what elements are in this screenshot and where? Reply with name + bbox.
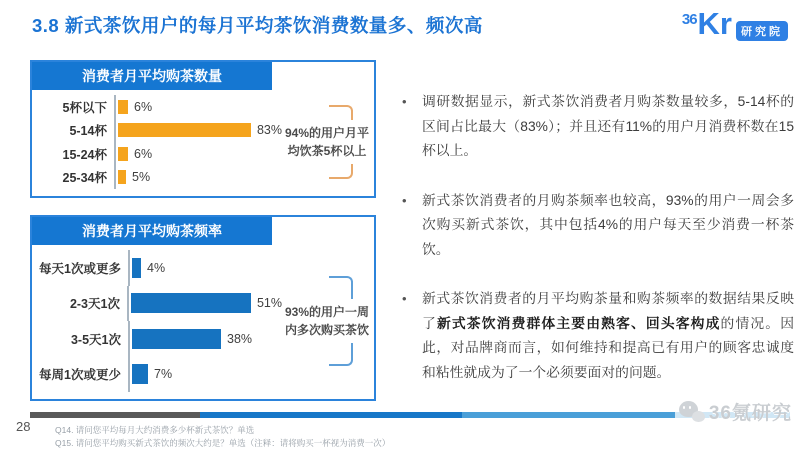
category-label: 3-5天1次 bbox=[70, 332, 121, 347]
bracket-top bbox=[329, 276, 353, 299]
chart-rows bbox=[34, 95, 282, 189]
chart-row bbox=[34, 250, 282, 286]
chart-row bbox=[34, 166, 282, 190]
bar bbox=[118, 147, 128, 161]
category-label: 5-14杯 bbox=[69, 124, 107, 139]
footnote-q15: Q15. 请问您平均购买新式茶饮的频次大约是？单选（注释：请将购买一杯视为消费一次） bbox=[55, 438, 391, 449]
value-label: 83% bbox=[256, 123, 282, 138]
bullet-text: 调研数据显示，新式茶饮消费者月购茶数量较多，5-14杯的区间占比最大（83%）；并且还有11%的用户月消费杯数在15杯以上。 bbox=[422, 94, 794, 159]
bar bbox=[118, 100, 128, 114]
wechat-icon bbox=[679, 401, 705, 422]
footer-segment-blue bbox=[200, 412, 462, 418]
commentary-panel bbox=[402, 90, 794, 410]
chart-row bbox=[34, 119, 282, 143]
logo-kr: Kr bbox=[697, 6, 732, 41]
category-label: 每天1次或更多 bbox=[39, 261, 121, 276]
bullet-text: 新式茶饮消费者的月平均购茶量和购茶频率的数据结果反映了新式茶饮消费群体主要由熟客、回头客构成的情况。因此，对品牌商而言，如何维持和提高已有用户的顾客忠诚度和粘性就成为了一个必须要面对的问题。 bbox=[422, 291, 795, 380]
bar bbox=[132, 329, 221, 349]
category-label: 5杯以下 bbox=[62, 100, 107, 115]
value-label: 6% bbox=[134, 99, 153, 114]
bullet-dot: • bbox=[402, 291, 407, 307]
value-label: 51% bbox=[256, 296, 282, 311]
value-label: 7% bbox=[154, 367, 173, 382]
annotation-text: 93%的用户一周内多次购买茶饮 bbox=[284, 305, 370, 337]
category-label: 15-24杯 bbox=[62, 147, 107, 162]
watermark bbox=[675, 396, 796, 427]
value-label: 38% bbox=[227, 331, 253, 346]
page-title: 3.8 新式茶饮用户的每月平均茶饮消费数量多、频次高 bbox=[32, 15, 483, 36]
logo-36: 36 bbox=[681, 11, 697, 28]
bracket-bottom bbox=[329, 164, 353, 179]
chart-monthly-quantity bbox=[30, 60, 376, 198]
footer-segment-gray bbox=[30, 412, 200, 418]
chart-row bbox=[34, 142, 282, 166]
bullet-item bbox=[402, 287, 794, 385]
annotation-text: 94%的用户月平均饮茶5杯以上 bbox=[284, 126, 370, 158]
bracket-top bbox=[329, 105, 353, 120]
bar bbox=[131, 293, 251, 313]
bar bbox=[118, 170, 126, 184]
logo-research-badge: 研究院 bbox=[736, 21, 788, 41]
bar bbox=[118, 123, 251, 137]
category-label: 2-3天1次 bbox=[69, 297, 120, 312]
chart-monthly-frequency bbox=[30, 215, 376, 401]
value-label: 5% bbox=[132, 170, 151, 185]
36kr-logo bbox=[682, 8, 788, 41]
bullet-text: 新式茶饮消费者的月购茶频率也较高，93%的用户一周会多次购买新式茶饮，其中包括4%的用户每天至少消费一杯茶饮。 bbox=[422, 192, 794, 257]
bar bbox=[132, 364, 148, 384]
chart-row bbox=[34, 357, 282, 393]
chart-row bbox=[34, 286, 282, 322]
chart-title: 消费者月平均购茶数量 bbox=[32, 62, 272, 90]
value-label: 6% bbox=[134, 146, 153, 161]
value-label: 4% bbox=[147, 260, 166, 275]
chart-row bbox=[34, 321, 282, 357]
bar bbox=[132, 258, 141, 278]
chart-title: 消费者月平均购茶频率 bbox=[32, 217, 272, 245]
bullet-item bbox=[402, 189, 794, 263]
category-label: 每周1次或更少 bbox=[39, 368, 121, 383]
bullet-dot: • bbox=[402, 94, 407, 109]
footnotes bbox=[55, 424, 390, 450]
chart-annotation bbox=[282, 250, 372, 392]
footnote-q14: Q14. 请问您平均每月大约消费多少杯新式茶饮？单选 bbox=[55, 425, 255, 435]
category-label: 25-34杯 bbox=[62, 171, 107, 186]
page-number: 28 bbox=[16, 419, 31, 434]
bracket-bottom bbox=[329, 343, 353, 366]
bullet-dot: • bbox=[402, 192, 407, 208]
chart-rows bbox=[34, 250, 282, 392]
chart-row bbox=[34, 95, 282, 119]
chart-annotation bbox=[282, 95, 372, 189]
watermark-text: 36氪研究 bbox=[708, 403, 792, 424]
bullet-item bbox=[402, 90, 794, 164]
